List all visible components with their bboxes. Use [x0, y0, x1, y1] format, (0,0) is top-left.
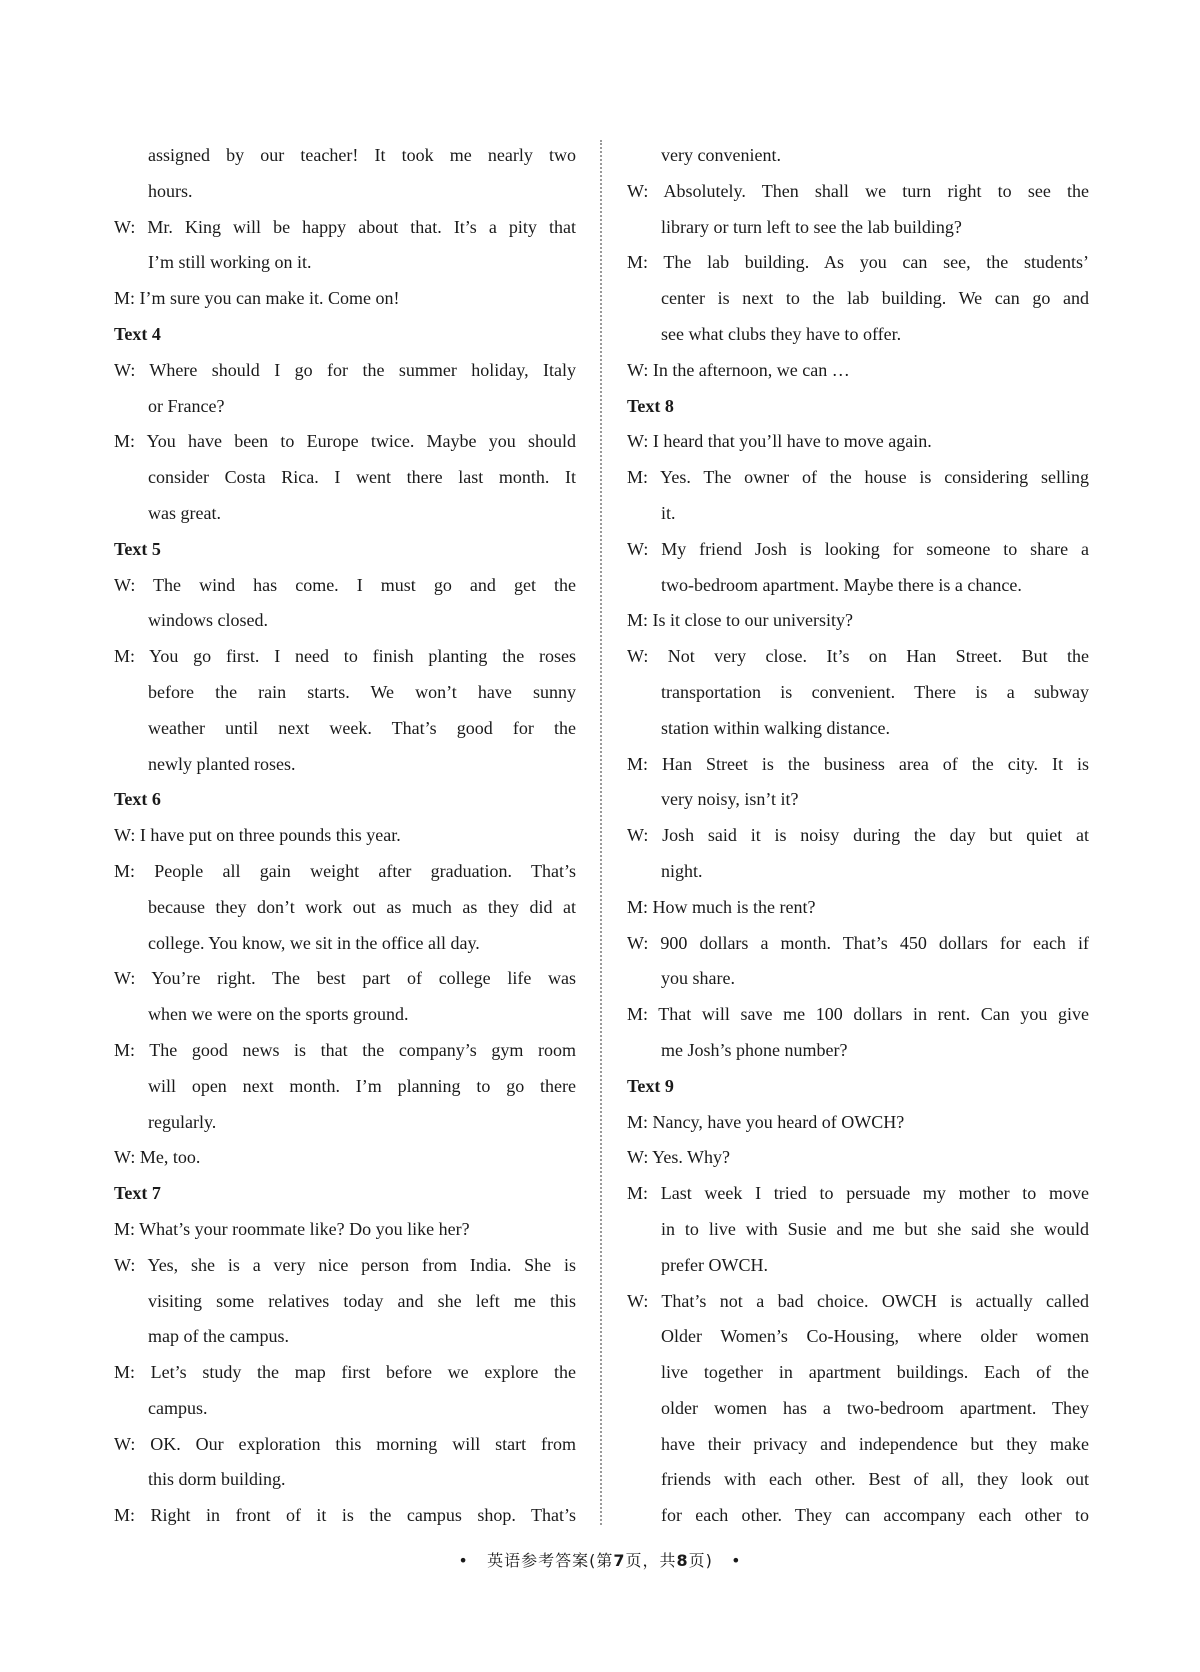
- section-heading: Text 8: [627, 395, 674, 416]
- dialogue-line: before the rain starts. We won’t have sunny: [148, 681, 576, 702]
- dialogue-line: have their privacy and independence but they make: [661, 1433, 1089, 1454]
- footer-prefix: 英语参考答案(第: [487, 1551, 614, 1570]
- dialogue-line: W: Josh said it is noisy during the day but quiet at: [627, 825, 1089, 846]
- dialogue-line: for each other. They can accompany each other to: [661, 1505, 1089, 1526]
- dialogue-line: me Josh’s phone number?: [661, 1039, 848, 1060]
- dialogue-line: M: Let’s study the map first before we explore the: [114, 1362, 576, 1383]
- dialogue-line: W: You’re right. The best part of college life was: [114, 968, 576, 989]
- dialogue-line: two-bedroom apartment. Maybe there is a chance.: [661, 574, 1022, 595]
- dialogue-line: live together in apartment buildings. Each of the: [661, 1362, 1089, 1383]
- dialogue-line: M: Last week I tried to persuade my mother to move: [627, 1183, 1089, 1204]
- section-heading: Text 4: [114, 323, 161, 344]
- section-heading: Text 6: [114, 789, 161, 810]
- footer-suffix: 页): [688, 1551, 713, 1570]
- dialogue-line: was great.: [148, 502, 221, 523]
- dialogue-line: M: How much is the rent?: [627, 896, 816, 917]
- dialogue-line: M: The good news is that the company’s gym room: [114, 1039, 576, 1060]
- section-heading: Text 5: [114, 538, 161, 559]
- dialogue-line: W: My friend Josh is looking for someone to share a: [627, 538, 1089, 559]
- dialogue-line: windows closed.: [148, 610, 268, 631]
- column-divider: [600, 140, 602, 1525]
- dialogue-line: weather until next week. That’s good for the: [148, 717, 576, 738]
- dialogue-line: it.: [661, 502, 676, 523]
- dialogue-line: consider Costa Rica. I went there last month. It: [148, 467, 576, 488]
- dialogue-line: M: Is it close to our university?: [627, 610, 853, 631]
- dialogue-line: W: 900 dollars a month. That’s 450 dollars for each if: [627, 932, 1089, 953]
- dialogue-line: campus.: [148, 1397, 208, 1418]
- dialogue-line: M: You have been to Europe twice. Maybe you should: [114, 431, 576, 452]
- dialogue-line: W: I heard that you’ll have to move again.: [627, 431, 932, 452]
- dialogue-line: W: Where should I go for the summer holiday, Italy: [114, 359, 576, 380]
- left-column: [114, 138, 576, 1534]
- dialogue-line: W: Yes. Why?: [627, 1147, 730, 1168]
- footer-mid: 页，共: [625, 1551, 677, 1570]
- dialogue-line: M: Right in front of it is the campus shop. That’s: [114, 1505, 576, 1526]
- dialogue-line: W: I have put on three pounds this year.: [114, 825, 401, 846]
- dialogue-line: college. You know, we sit in the office all day.: [148, 932, 480, 953]
- dialogue-line: regularly.: [148, 1111, 217, 1132]
- footer-bullet-left: •: [458, 1551, 469, 1570]
- dialogue-line: W: Me, too.: [114, 1147, 201, 1168]
- dialogue-line: newly planted roses.: [148, 753, 296, 774]
- dialogue-line: M: Nancy, have you heard of OWCH?: [627, 1111, 905, 1132]
- dialogue-line: assigned by our teacher! It took me nearly two: [148, 145, 576, 165]
- dialogue-line: library or turn left to see the lab building?: [661, 216, 962, 237]
- dialogue-line: center is next to the lab building. We can go and: [661, 288, 1089, 309]
- section-heading: Text 7: [114, 1183, 161, 1204]
- dialogue-line: prefer OWCH.: [661, 1254, 768, 1275]
- dialogue-line: will open next month. I’m planning to go there: [148, 1075, 576, 1096]
- dialogue-line: older women has a two-bedroom apartment. They: [661, 1397, 1089, 1418]
- dialogue-line: you share.: [661, 968, 735, 989]
- dialogue-line: very convenient.: [661, 145, 781, 165]
- dialogue-line: Older Women’s Co-Housing, where older women: [661, 1326, 1089, 1347]
- footer-total-pages: 8: [676, 1551, 689, 1570]
- dialogue-line: M: I’m sure you can make it. Come on!: [114, 288, 400, 309]
- dialogue-line: W: In the afternoon, we can …: [627, 359, 850, 380]
- dialogue-line: when we were on the sports ground.: [148, 1004, 409, 1025]
- right-column: [627, 138, 1089, 1534]
- dialogue-line: this dorm building.: [148, 1469, 286, 1490]
- dialogue-line: W: The wind has come. I must go and get the: [114, 574, 576, 595]
- dialogue-line: very noisy, isn’t it?: [661, 789, 799, 810]
- dialogue-line: W: Not very close. It’s on Han Street. But the: [627, 646, 1089, 667]
- dialogue-line: M: Yes. The owner of the house is considering selling: [627, 467, 1089, 488]
- dialogue-line: or France?: [148, 395, 225, 416]
- dialogue-line: W: OK. Our exploration this morning will start from: [114, 1433, 576, 1454]
- dialogue-line: I’m still working on it.: [148, 252, 312, 273]
- dialogue-line: M: That will save me 100 dollars in rent. Can you give: [627, 1004, 1089, 1025]
- dialogue-line: M: The lab building. As you can see, the students’: [627, 252, 1089, 273]
- footer-page-number: 7: [613, 1551, 626, 1570]
- dialogue-line: M: Han Street is the business area of the city. It is: [627, 753, 1089, 774]
- section-heading: Text 9: [627, 1075, 674, 1096]
- dialogue-line: visiting some relatives today and she left me this: [148, 1290, 576, 1311]
- dialogue-line: W: Yes, she is a very nice person from India. She is: [114, 1254, 576, 1275]
- footer-bullet-right: •: [731, 1551, 742, 1570]
- dialogue-line: transportation is convenient. There is a subway: [661, 681, 1089, 702]
- dialogue-line: M: People all gain weight after graduation. That’s: [114, 860, 576, 881]
- dialogue-line: W: That’s not a bad choice. OWCH is actually called: [627, 1290, 1089, 1311]
- dialogue-line: M: What’s your roommate like? Do you like her?: [114, 1218, 470, 1239]
- dialogue-line: W: Absolutely. Then shall we turn right to see the: [627, 180, 1089, 201]
- dialogue-line: W: Mr. King will be happy about that. It’s a pity that: [114, 216, 576, 237]
- dialogue-line: M: You go first. I need to finish planting the roses: [114, 646, 576, 667]
- dialogue-line: night.: [661, 860, 703, 881]
- dialogue-line: station within walking distance.: [661, 717, 890, 738]
- dialogue-line: see what clubs they have to offer.: [661, 323, 902, 344]
- dialogue-line: friends with each other. Best of all, they look out: [661, 1469, 1089, 1490]
- dialogue-line: in to live with Susie and me but she said she would: [661, 1218, 1089, 1239]
- dialogue-line: map of the campus.: [148, 1326, 289, 1347]
- dialogue-line: because they don’t work out as much as they did at: [148, 896, 576, 917]
- dialogue-line: hours.: [148, 180, 193, 201]
- page-footer: [0, 1548, 1200, 1571]
